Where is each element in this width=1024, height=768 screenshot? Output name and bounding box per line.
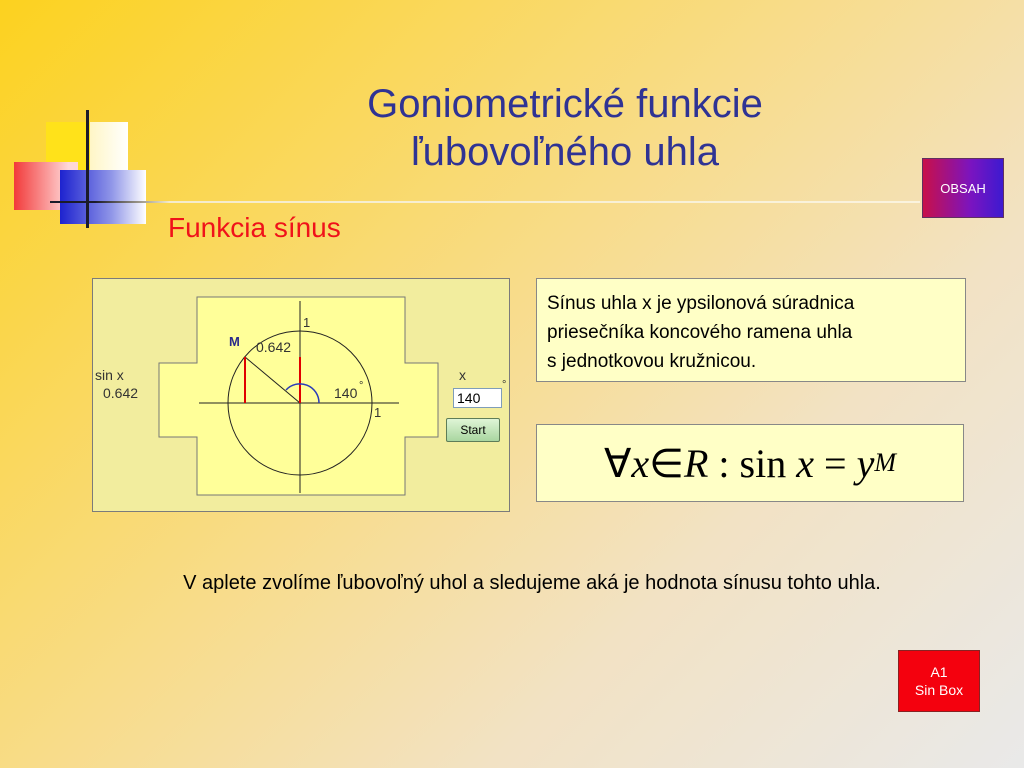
angle-value-label: 140: [334, 385, 358, 401]
point-m-value: 0.642: [256, 339, 292, 355]
definition-box: [536, 278, 966, 382]
formula-sub-m: M: [874, 448, 896, 477]
sinx-label: sin x: [95, 367, 124, 383]
obsah-button[interactable]: OBSAH: [922, 158, 1004, 218]
a1-button-line-1: A1: [930, 664, 948, 680]
formula-colon: :: [708, 440, 740, 486]
applet-drawing: [93, 279, 511, 513]
formula-sin: sin: [739, 440, 787, 486]
title-line-2: ľubovoľného uhla: [410, 130, 720, 174]
x-input-label: x: [459, 367, 466, 383]
x-degree-symbol: °: [502, 379, 507, 391]
formula-x2: x: [796, 440, 814, 486]
definition-line-3: s jednotkovou kružnicou.: [547, 351, 757, 372]
point-m-label: M: [229, 334, 240, 349]
bottom-instruction: V aplete zvolíme ľubovoľný uhol a sledujeme aká je hodnota sínusu tohto uhla.: [183, 572, 881, 594]
formula-box: [536, 424, 964, 502]
axis-one-right: 1: [374, 405, 382, 420]
formula-x: x: [631, 440, 650, 486]
section-subtitle: Funkcia sínus: [168, 212, 341, 243]
a1-button-line-2: Sin Box: [914, 682, 964, 698]
start-button[interactable]: Start: [446, 418, 500, 442]
formula-forall: ∀: [604, 440, 632, 486]
a1-sinbox-button[interactable]: [898, 650, 980, 712]
applet-panel: [159, 297, 438, 495]
sinx-value: 0.642: [103, 385, 139, 401]
decor-vertical-line: [86, 110, 89, 228]
title-line-1: Goniometrické funkcie: [367, 82, 763, 126]
angle-input[interactable]: [453, 388, 502, 408]
definition-line-2: priesečníka koncového ramena uhla: [547, 322, 853, 343]
decor-blue-square: [60, 170, 146, 224]
sin-applet: [92, 278, 510, 512]
formula-in: ∈: [649, 440, 684, 486]
formula-r: R: [683, 440, 709, 486]
angle-degree-mark: °: [359, 380, 364, 392]
page-title: [300, 80, 830, 176]
definition-line-1: Sínus uhla x je ypsilonová súradnica: [547, 293, 855, 314]
axis-one-top: 1: [303, 315, 311, 330]
formula-equals: =: [814, 440, 857, 486]
formula-y: y: [856, 440, 875, 486]
decor-horizontal-line: [50, 201, 920, 203]
